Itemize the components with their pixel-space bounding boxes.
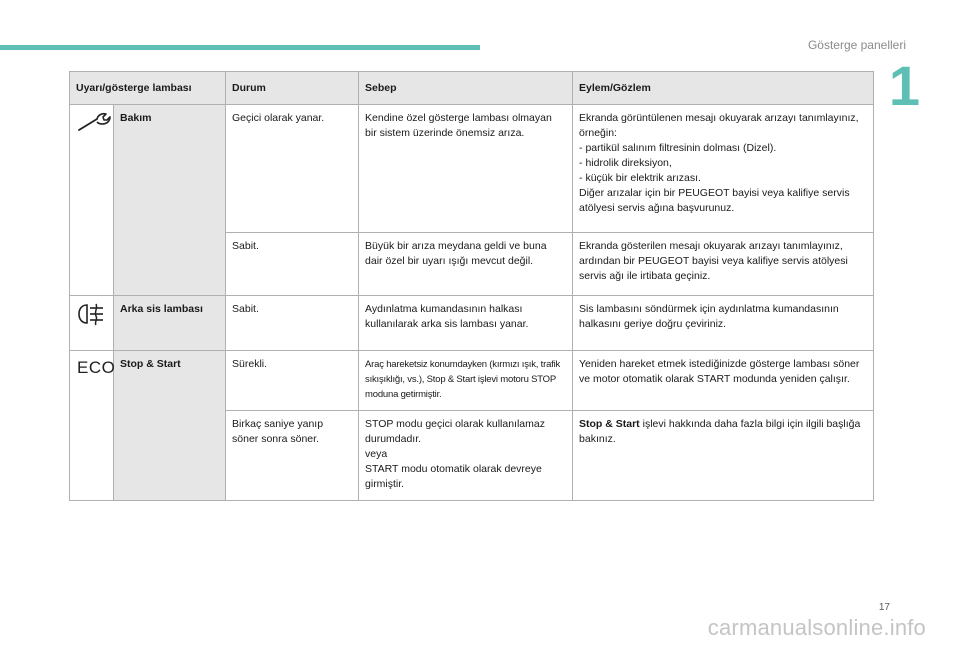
wrench-icon [76, 124, 112, 136]
eylem-cell [573, 411, 874, 501]
table-row [70, 105, 874, 233]
durum-cell: Birkaç saniye yanıp söner sonra söner. [226, 411, 359, 501]
eylem-intro: Ekranda görüntülenen mesajı okuyarak arızayı tanımlayınız, örneğin: [579, 112, 859, 139]
eylem-cell: Sis lambasını söndürmek için aydınlatma kumandasının halkasını geriye doğru çeviriniz. [573, 296, 874, 351]
list-item-text: küçük bir elektrik arızası. [585, 172, 701, 184]
svg-text:ECO: ECO [77, 358, 116, 377]
durum-cell: Sabit. [226, 233, 359, 296]
sebep-line: veya [365, 448, 388, 460]
table-row [70, 296, 874, 351]
lamp-name: Bakım [114, 105, 226, 296]
column-header-eylem: Eylem/Gözlem [573, 72, 874, 105]
lamp-name: Stop & Start [114, 351, 226, 501]
sebep-cell: Araç hareketsiz konumdayken (kırmızı ışık, trafik sıkışıklığı, vs.), Stop & Start işlevi motoru STOP moduna getirmiştir. [359, 351, 573, 411]
eco-icon [76, 358, 118, 380]
eylem-cell [573, 105, 874, 233]
column-header-lamp: Uyarı/gösterge lambası [70, 72, 226, 105]
eylem-bold-term: Stop & Start [579, 418, 640, 430]
sebep-cell: Büyük bir arıza meydana geldi ve buna dair özel bir uyarı ışığı mevcut değil. [359, 233, 573, 296]
list-item: - partikül salınım filtresinin dolması (Dizel). [579, 142, 777, 154]
sebep-line: STOP modu geçici olarak kullanılamaz durumdadır. [365, 418, 545, 445]
list-item: - hidrolik direksiyon, [579, 157, 672, 169]
page-number: 17 [878, 602, 890, 613]
sebep-cell: Aydınlatma kumandasının halkası kullanılarak arka sis lambası yanar. [359, 296, 573, 351]
durum-cell: Geçici olarak yanar. [226, 105, 359, 233]
eylem-cell: Ekranda gösterilen mesajı okuyarak arızayı tanımlayınız, ardından bir PEUGEOT bayisi veya kalifiye servis atölyesi servis ağı ile irtibata geçiniz. [573, 233, 874, 296]
sebep-cell [359, 411, 573, 501]
icon-cell [70, 296, 114, 351]
table-header-row [70, 72, 874, 105]
table-row [70, 351, 874, 411]
column-header-sebep: Sebep [359, 72, 573, 105]
icon-cell [70, 105, 114, 296]
header-accent-bar [0, 45, 480, 50]
durum-cell: Sabit. [226, 296, 359, 351]
chapter-number: 1 [888, 54, 920, 117]
column-header-durum: Durum [226, 72, 359, 105]
durum-cell: Sürekli. [226, 351, 359, 411]
eylem-cell: Yeniden hareket etmek istediğinizde gösterge lambası söner ve motor otomatik olarak START modunda yeniden çalışır. [573, 351, 874, 411]
eylem-text: işlevi hakkında daha fazla bilgi için ilgili başlığa bakınız. [579, 418, 861, 445]
section-title: Gösterge panelleri [807, 38, 906, 52]
lamp-name: Arka sis lambası [114, 296, 226, 351]
list-item: - küçük bir elektrik arızası. [579, 172, 701, 184]
sebep-line: START modu otomatik olarak devreye girmiştir. [365, 463, 542, 490]
list-item-text: hidrolik direksiyon, [585, 157, 672, 169]
rear-fog-lamp-icon [76, 317, 106, 329]
list-item-text: partikül salınım filtresinin dolması (Dizel). [585, 142, 777, 154]
warning-lamp-table [69, 71, 874, 501]
icon-cell [70, 351, 114, 501]
watermark: carmanualsonline.info [707, 615, 926, 640]
eylem-outro: Diğer arızalar için bir PEUGEOT bayisi veya kalifiye servis atölyesi servis ağına başvurunuz. [579, 187, 850, 214]
sebep-cell: Kendine özel gösterge lambası olmayan bir sistem üzerinde önemsiz arıza. [359, 105, 573, 233]
